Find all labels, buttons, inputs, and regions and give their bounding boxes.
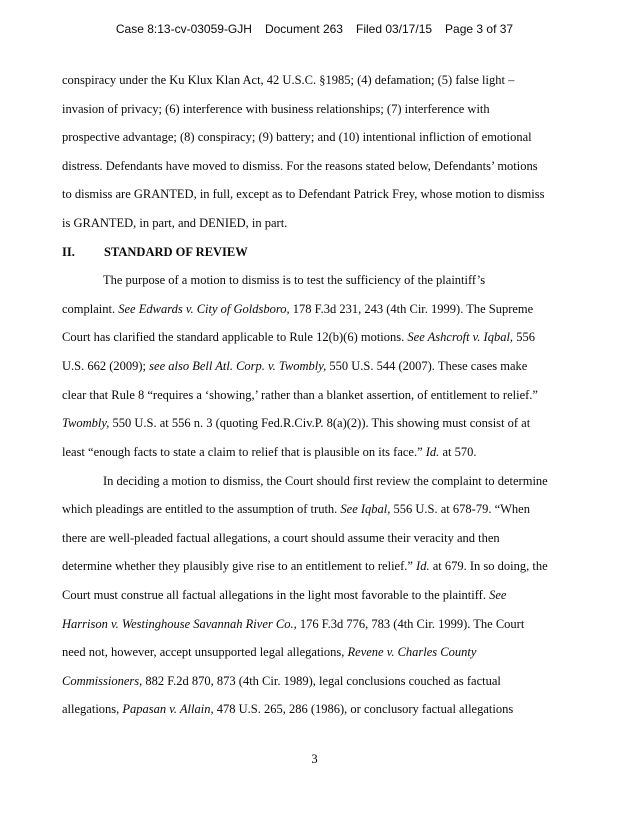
citation-text: see also Bell Atl. Corp. v. Twombly, bbox=[149, 359, 327, 374]
text-segment: conspiracy under the Ku Klux Klan Act, 42 U.S.C. §1985; (4) defamation; (5) false light – bbox=[62, 73, 515, 87]
citation-text: Twombly, bbox=[62, 416, 110, 431]
document-body bbox=[62, 66, 582, 724]
text-segment: 478 U.S. 265, 286 (1986), or conclusory factual allegations bbox=[213, 702, 514, 717]
text-segment: U.S. 662 (2009); bbox=[62, 359, 150, 374]
stamp-filed-date: Filed 03/17/15 bbox=[355, 22, 433, 36]
text-segment: 178 F.3d 231, 243 (4th Cir. 1999). The Supreme bbox=[289, 301, 534, 316]
text-segment: at 570. bbox=[439, 444, 477, 459]
document-line bbox=[62, 638, 582, 667]
text-segment: In deciding a motion to dismiss, the Court should first review the complaint to determine bbox=[103, 473, 548, 488]
document-line bbox=[62, 66, 582, 95]
document-line bbox=[62, 524, 582, 553]
citation-text: Id. bbox=[416, 559, 430, 574]
document-line bbox=[62, 467, 582, 496]
page-number: 3 bbox=[311, 752, 318, 766]
citation-text: See bbox=[489, 587, 507, 602]
document-line bbox=[62, 438, 582, 467]
document-line bbox=[62, 352, 582, 381]
document-line bbox=[62, 152, 582, 181]
text-segment: at 679. In so doing, the bbox=[429, 559, 548, 574]
citation-text: Papasan v. Allain, bbox=[122, 702, 214, 717]
text-segment: is GRANTED, in part, and DENIED, in part. bbox=[62, 216, 288, 231]
text-segment: determine whether they plausibly give rise to an entitlement to relief.” bbox=[62, 559, 417, 574]
citation-text: Commissioners, bbox=[62, 673, 143, 688]
document-line bbox=[62, 610, 582, 639]
document-line bbox=[62, 323, 582, 352]
text-segment: allegations, bbox=[62, 702, 123, 717]
document-line bbox=[62, 581, 582, 610]
document-line bbox=[62, 123, 582, 152]
document-line bbox=[62, 95, 582, 124]
text-segment: need not, however, accept unsupported legal allegations, bbox=[62, 645, 348, 660]
text-segment: 550 U.S. at 556 n. 3 (quoting Fed.R.Civ.P. 8(a)(2)). This showing must consist of at bbox=[109, 416, 531, 431]
document-line bbox=[62, 266, 582, 295]
text-segment: 882 F.2d 870, 873 (4th Cir. 1989), legal conclusions couched as factual bbox=[142, 673, 501, 688]
text-segment: 550 U.S. 544 (2007). These cases make bbox=[326, 359, 528, 374]
text-segment: complaint. bbox=[62, 301, 119, 316]
case-stamp bbox=[0, 22, 629, 36]
document-line bbox=[62, 552, 582, 581]
document-line bbox=[62, 381, 582, 410]
text-segment: least “enough facts to state a claim to relief that is plausible on its face.” bbox=[62, 444, 426, 459]
text-segment: 556 bbox=[513, 330, 535, 345]
document-line bbox=[62, 295, 582, 324]
text-segment: prospective advantage; (8) conspiracy; (9) battery; and (10) intentional infliction of emotional bbox=[62, 130, 532, 145]
document-line bbox=[62, 180, 582, 209]
text-segment: clear that Rule 8 “requires a ‘showing,’ rather than a blanket assertion, of entitlement to relief.” bbox=[62, 387, 538, 402]
section-heading bbox=[62, 238, 582, 267]
text-segment: there are well-pleaded factual allegations, a court should assume their veracity and then bbox=[62, 530, 500, 545]
citation-text: See Edwards v. City of Goldsboro, bbox=[118, 301, 290, 316]
section-title: STANDARD OF REVIEW bbox=[104, 244, 248, 259]
section-number: II. bbox=[62, 244, 75, 259]
document-line bbox=[62, 495, 582, 524]
citation-text: Revene v. Charles County bbox=[347, 645, 477, 660]
citation-text: Id. bbox=[425, 444, 440, 459]
document-line bbox=[62, 209, 582, 238]
text-segment: invasion of privacy; (6) interference with business relationships; (7) interference with bbox=[62, 101, 490, 116]
text-segment: which pleadings are entitled to the assumption of truth. bbox=[62, 502, 341, 517]
text-segment: Court has clarified the standard applicable to Rule 12(b)(6) motions. bbox=[62, 330, 408, 345]
stamp-document-number: Document 263 bbox=[264, 22, 343, 36]
document-line bbox=[62, 695, 582, 724]
stamp-page-info: Page 3 of 37 bbox=[445, 22, 514, 36]
text-segment: 176 F.3d 776, 783 (4th Cir. 1999). The Court bbox=[296, 616, 525, 631]
text-segment: to dismiss are GRANTED, in full, except as to Defendant Patrick Frey, whose motion to dismiss bbox=[62, 187, 545, 202]
text-segment: distress. Defendants have moved to dismiss. For the reasons stated below, Defendants’ motions bbox=[62, 158, 538, 173]
document-line bbox=[62, 667, 582, 696]
text-segment: Court must construe all factual allegations in the light most favorable to the plaintiff. bbox=[62, 587, 490, 602]
text-segment: The purpose of a motion to dismiss is to test the sufficiency of the plaintiff’s bbox=[103, 273, 486, 288]
citation-text: See Iqbal, bbox=[340, 502, 391, 517]
citation-text: See Ashcroft v. Iqbal, bbox=[407, 330, 514, 345]
citation-text: Harrison v. Westinghouse Savannah River Co., bbox=[62, 616, 297, 631]
document-line bbox=[62, 409, 582, 438]
stamp-case-number: Case 8:13-cv-03059-GJH bbox=[115, 22, 252, 36]
text-segment: 556 U.S. at 678-79. “When bbox=[390, 502, 530, 517]
